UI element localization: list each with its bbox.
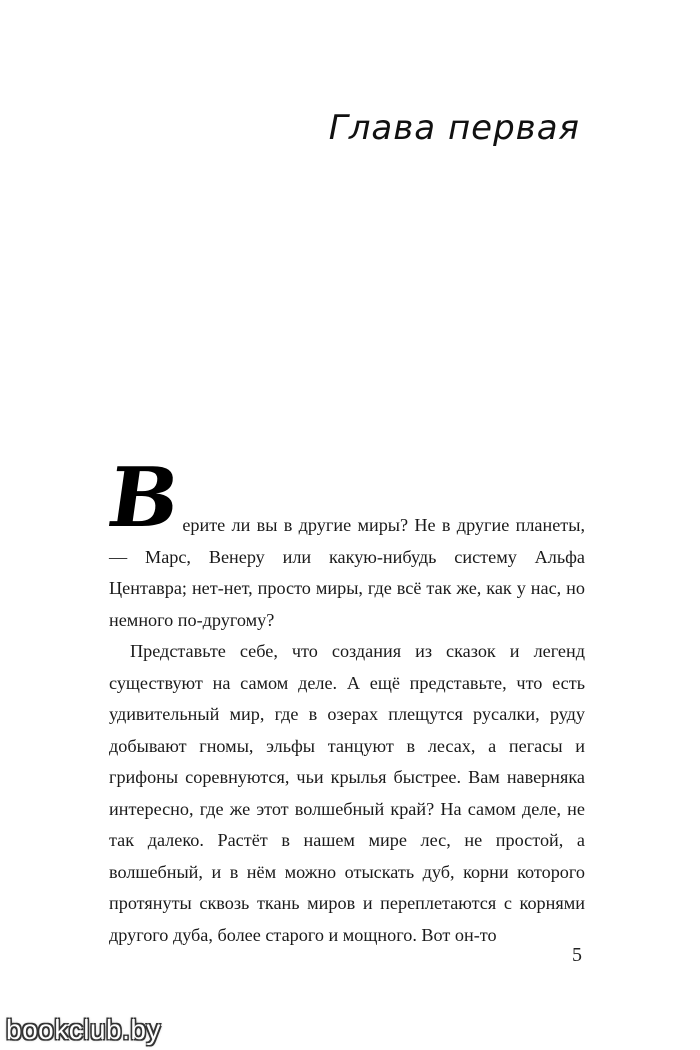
paragraph-1	[102, 450, 585, 636]
watermark: bookclub.by	[6, 1014, 161, 1045]
page-number: 5	[572, 944, 582, 966]
body-text	[102, 450, 585, 951]
chapter-title: Глава первая	[328, 108, 580, 148]
drop-cap: В	[102, 450, 186, 546]
paragraph-2: Представьте себе, что создания из сказок и легенд существуют на самом деле. А ещё представьте, что есть удивительный мир, где в озерах плещутся русалки, руду добывают гномы, эльфы танцуют в лесах, а пегасы и грифоны соревнуются, чьи крылья быстрее. Вам наверняка интересно, где же этот волшебный край? На самом деле, не так далеко. Растёт в нашем мире лес, не простой, а волшебный, и в нём можно отыскать дуб, корни которого протянуты сквозь ткань миров и переплетаются с корнями другого дуба, более старого и мощного. Вот он-то	[109, 641, 585, 945]
paragraph-1-text: ерите ли вы в другие миры? Не в другие планеты, — Марс, Венеру или какую-нибудь систему Альфа Центавра; нет-нет, просто миры, где всё так же, как у нас, но немного по-другому?	[109, 515, 585, 630]
